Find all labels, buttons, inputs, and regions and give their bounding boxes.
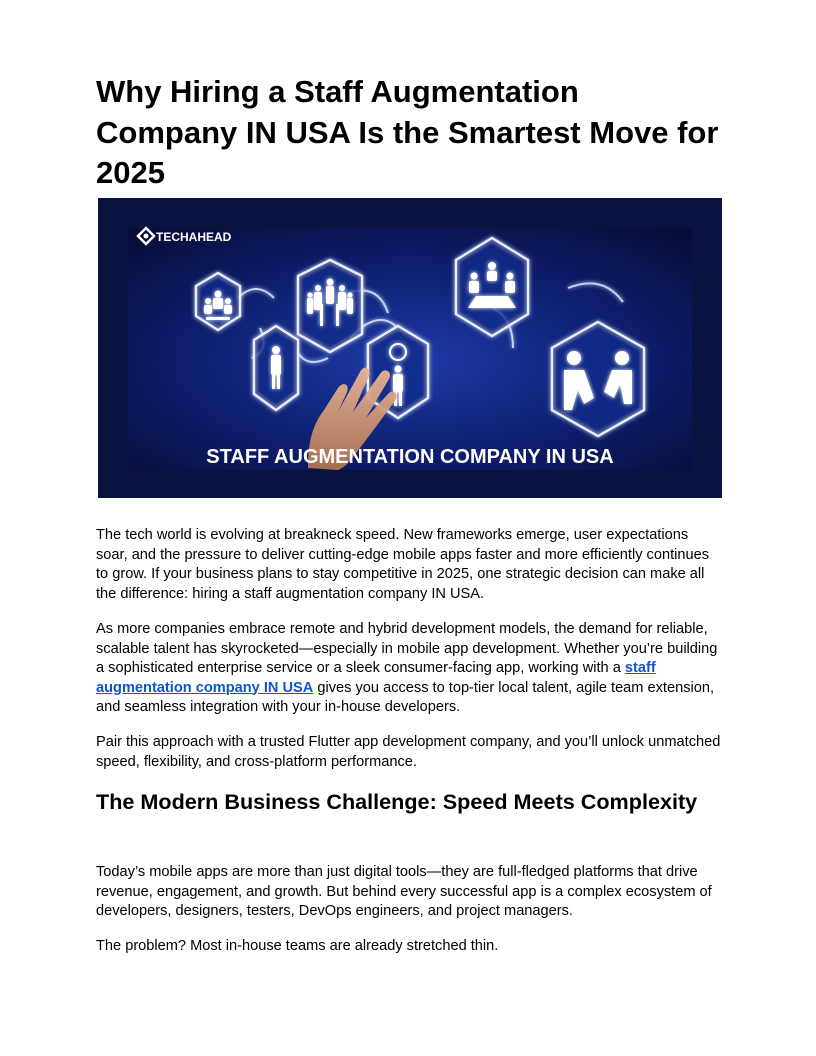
- section-heading: The Modern Business Challenge: Speed Meets Complexity: [96, 789, 698, 814]
- talent-paragraph: [96, 620, 722, 718]
- challenge-paragraph: Today’s mobile apps are more than just digital tools—they are full-fledged platforms that drive revenue, engagement, and growth. But behind every successful app is a complex ecosystem of developers, designers, testers, DevOps engineers, and project managers.: [96, 864, 712, 919]
- problem-paragraph: The problem? Most in-house teams are already stretched thin.: [96, 938, 499, 954]
- document-page: [96, 72, 720, 194]
- document-title: Why Hiring a Staff Augmentation Company IN USA Is the Smartest Move for 2025: [96, 74, 719, 190]
- talent-paragraph-text-2: gives you access to top-tier local talent, agile team extension, and seamless integration with your in-house developers.: [96, 679, 715, 715]
- flutter-paragraph: Pair this approach with a trusted Flutter app development company, and you’ll unlock unmatched speed, flexibility, and cross-platform performance.: [96, 734, 721, 770]
- staff-augmentation-link[interactable]: staff augmentation company IN USA: [96, 660, 656, 696]
- svg-text:TECHAHEAD: TECHAHEAD: [156, 230, 232, 244]
- hero-image: [98, 198, 722, 498]
- talent-paragraph-text-1: As more companies embrace remote and hybrid development models, the demand for reliable, scalable talent has skyrocketed—especially in mobile app development. Whether you’re building a sophisticated enterprise service or a sleek consumer-facing app, working with a: [96, 621, 718, 676]
- meeting-icon: [456, 238, 528, 336]
- intro-paragraph: The tech world is evolving at breakneck speed. New frameworks emerge, user expectations soar, and the pressure to deliver cutting-edge mobile apps faster and more efficiently continues to grow. If your business plans to stay competitive in 2025, one strategic decision can make all the difference: hiring a staff augmentation company IN USA.: [96, 527, 710, 602]
- hero-illustration: [98, 198, 722, 498]
- hero-caption: STAFF AUGMENTATION COMPANY IN USA: [206, 446, 614, 468]
